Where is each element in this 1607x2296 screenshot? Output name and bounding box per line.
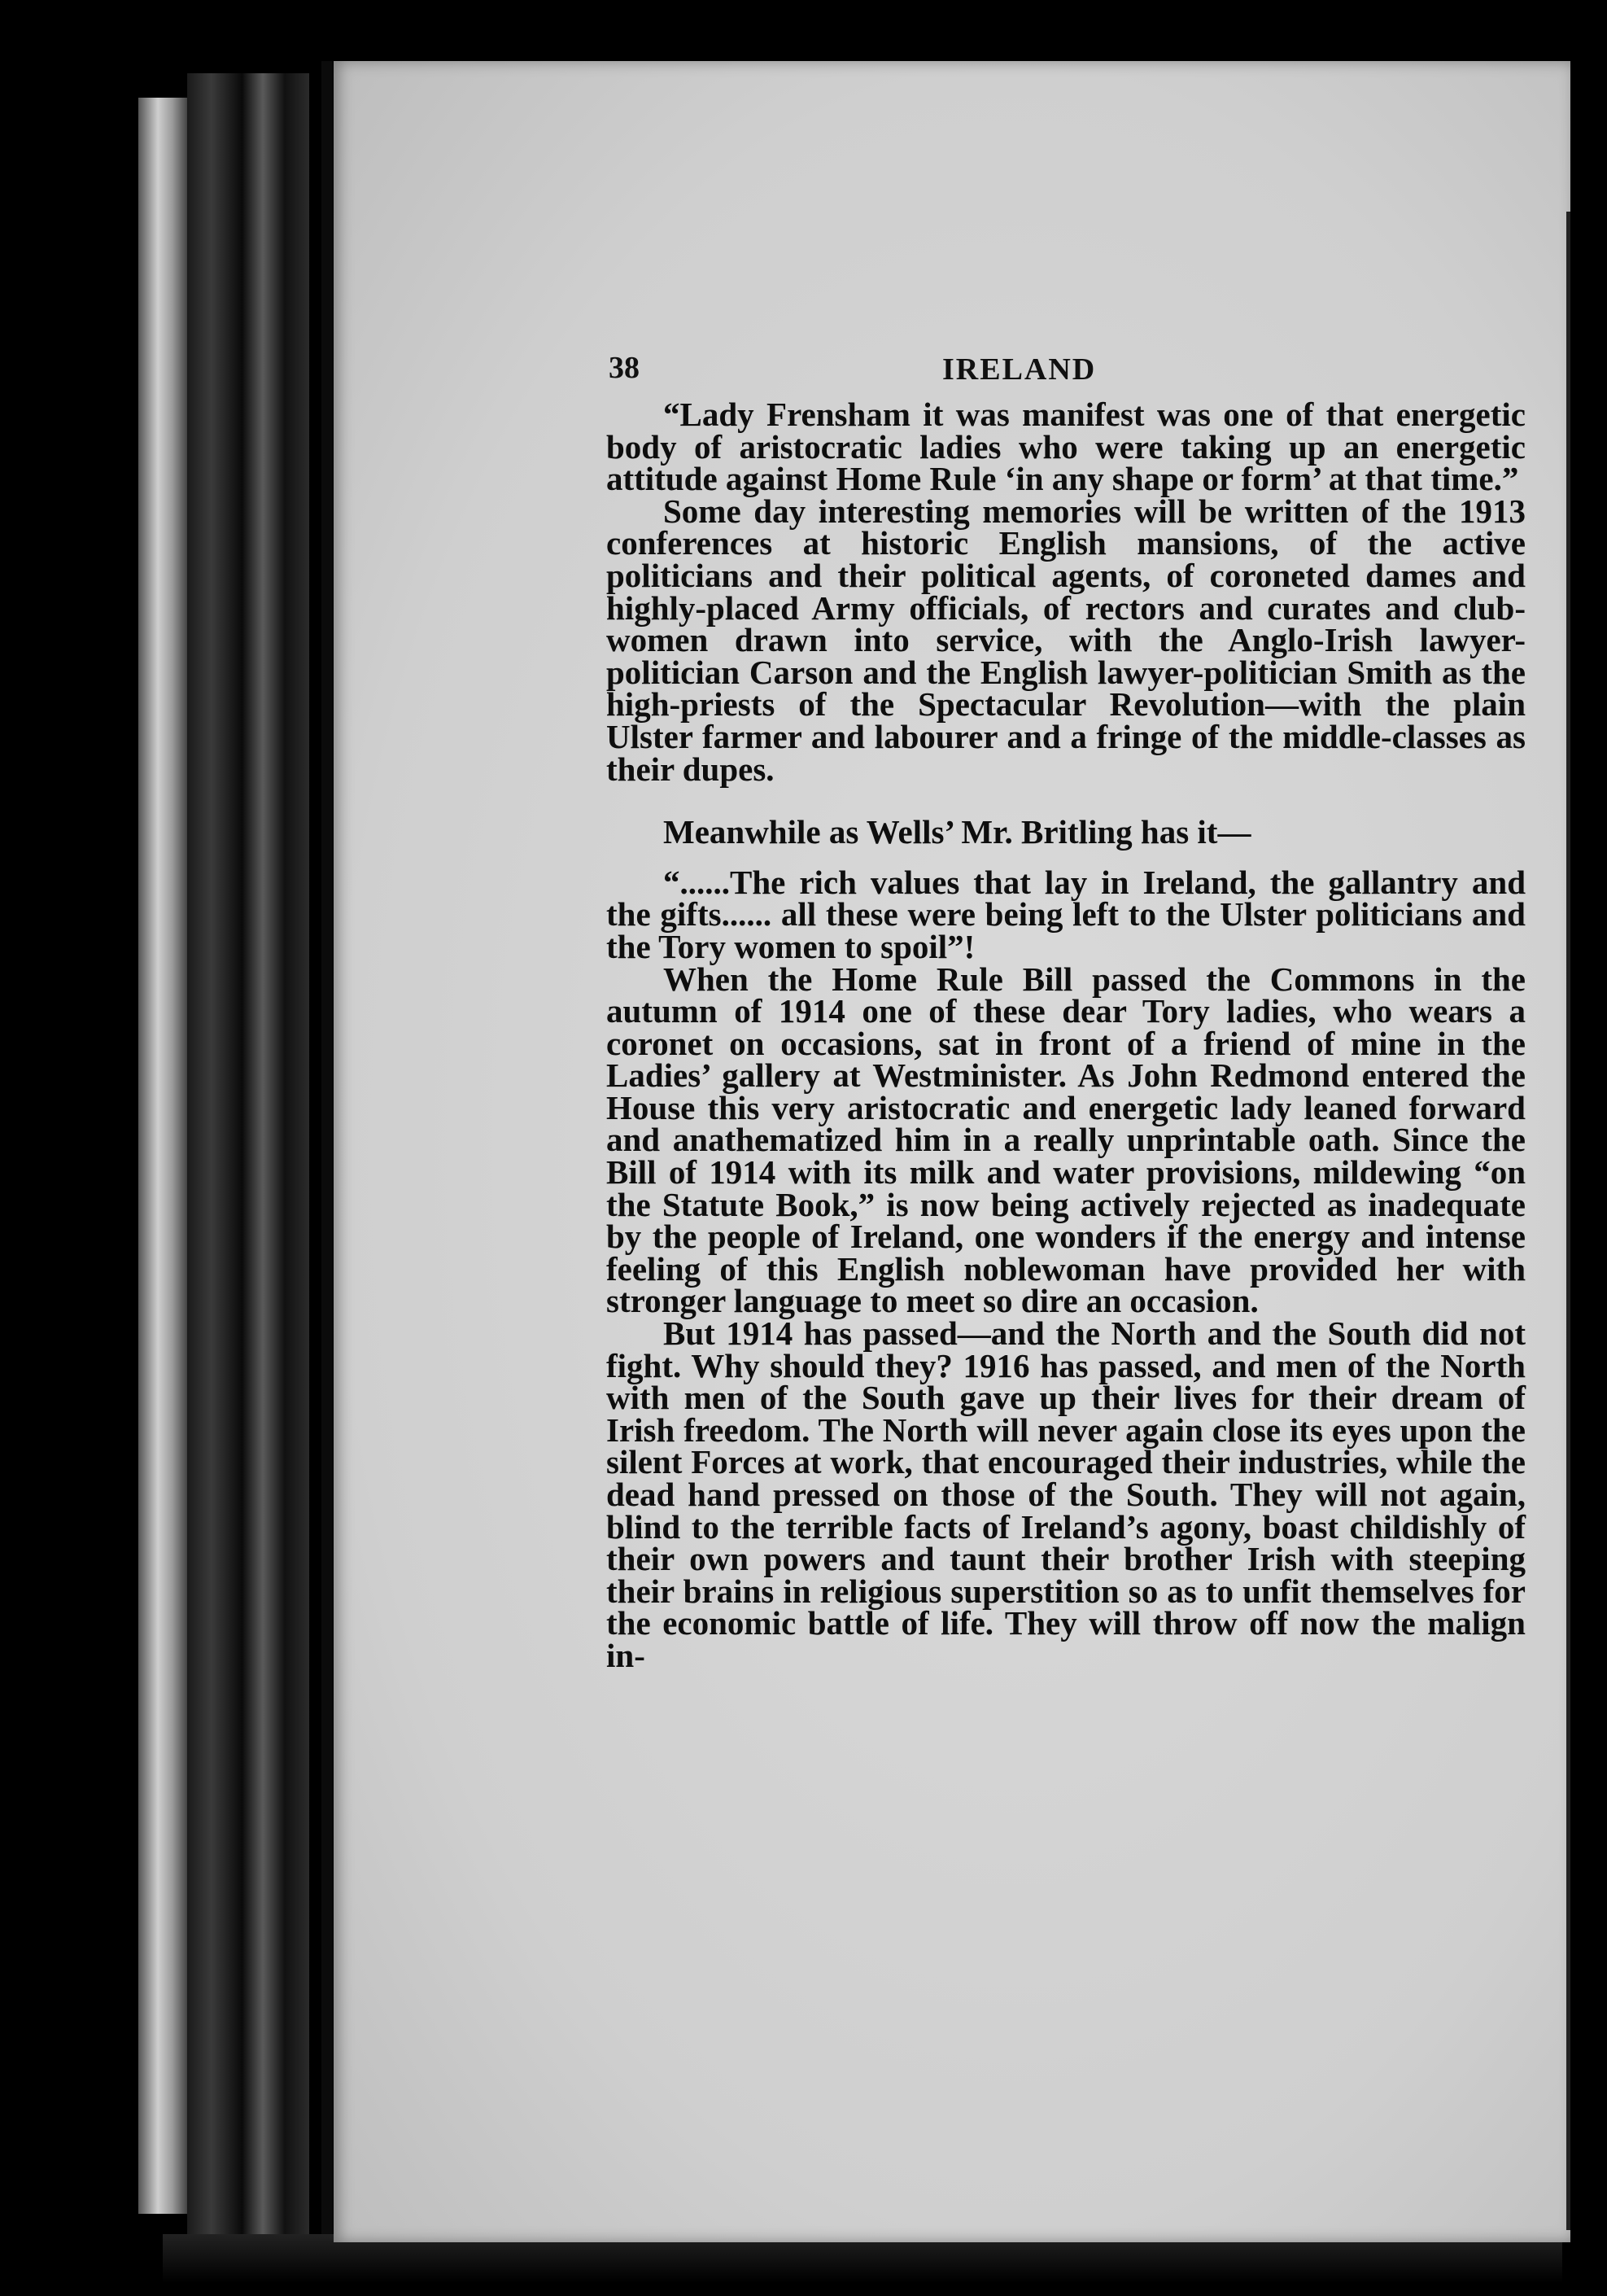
paragraph-britling-quote: “......The rich values that lay in Ireland, the gallantry and the gifts...... all these were being left to the Ulster politicians and the Tory women to spoil”! [606,863,1526,965]
body-text [606,396,1526,1674]
paragraph-memories: Some day interesting memories will be written of the 1913 conferences at historic English mansions, of the active politicians and their political agents, of coroneted dames and highly-placed Army officials, of rectors and curates and club-women drawn into service, with the Anglo-Irish lawyer-politician Carson and the English lawyer-politician Smith as the high-priests of the Spectacular Revolution—with the plain Ulster farmer and labourer and a fringe of the middle-classes as their dupes. [606,492,1526,788]
right-margin [1570,0,1607,2296]
book-edge-binding [187,73,309,2238]
paragraph-britling-intro: Meanwhile as Wells’ Mr. Britling has it— [663,813,1251,851]
paragraph-quote-frensham: “Lady Frensham it was manifest was one of that energetic body of aristocratic ladies who were taking up an energetic attitude against Home Rule ‘in any shape or form’ at that time.” [606,396,1526,498]
page-number: 38 [609,351,640,385]
paragraph-north-south: But 1914 has passed—and the North and the South did not fight. Why should they? 1916 has passed, and men of the North with men of the South gave up their lives for their dream of Irish freedom. The North will never again close its eyes upon the silent Forces at work, that encouraged their industries, while the dead hand pressed on those of the South. They will not again, blind to the terrible facts of Ireland’s agony, boast childishly of their own powers and taunt their brother Irish with steeping their brains in religious superstition so as to unfit themselves for the economic battle of life. They will throw off now the malign in- [606,1314,1526,1674]
running-header [609,350,1512,391]
paragraph-home-rule-bill: When the Home Rule Bill passed the Commons in the autumn of 1914 one of these dear Tory ladies, who wears a coronet on occasions, sat in front of a friend of mine in the Ladies’ gallery at Westminister. As John Redmond entered the House this very aristocratic and energetic lady leaned forward and anathematized him in a really unprintable oath. Since the Bill of 1914 with its milk and water provisions, mildewing “on the Statute Book,” is now being actively rejected as inadequate by the people of Ireland, one wonders if the energy and intense feeling of this English noblewoman have provided her with stronger language to meet so dire an occasion. [606,960,1526,1320]
book-spine-shadow [321,61,333,2250]
running-title: IRELAND [942,352,1097,387]
book-edge-pages [138,98,187,2214]
